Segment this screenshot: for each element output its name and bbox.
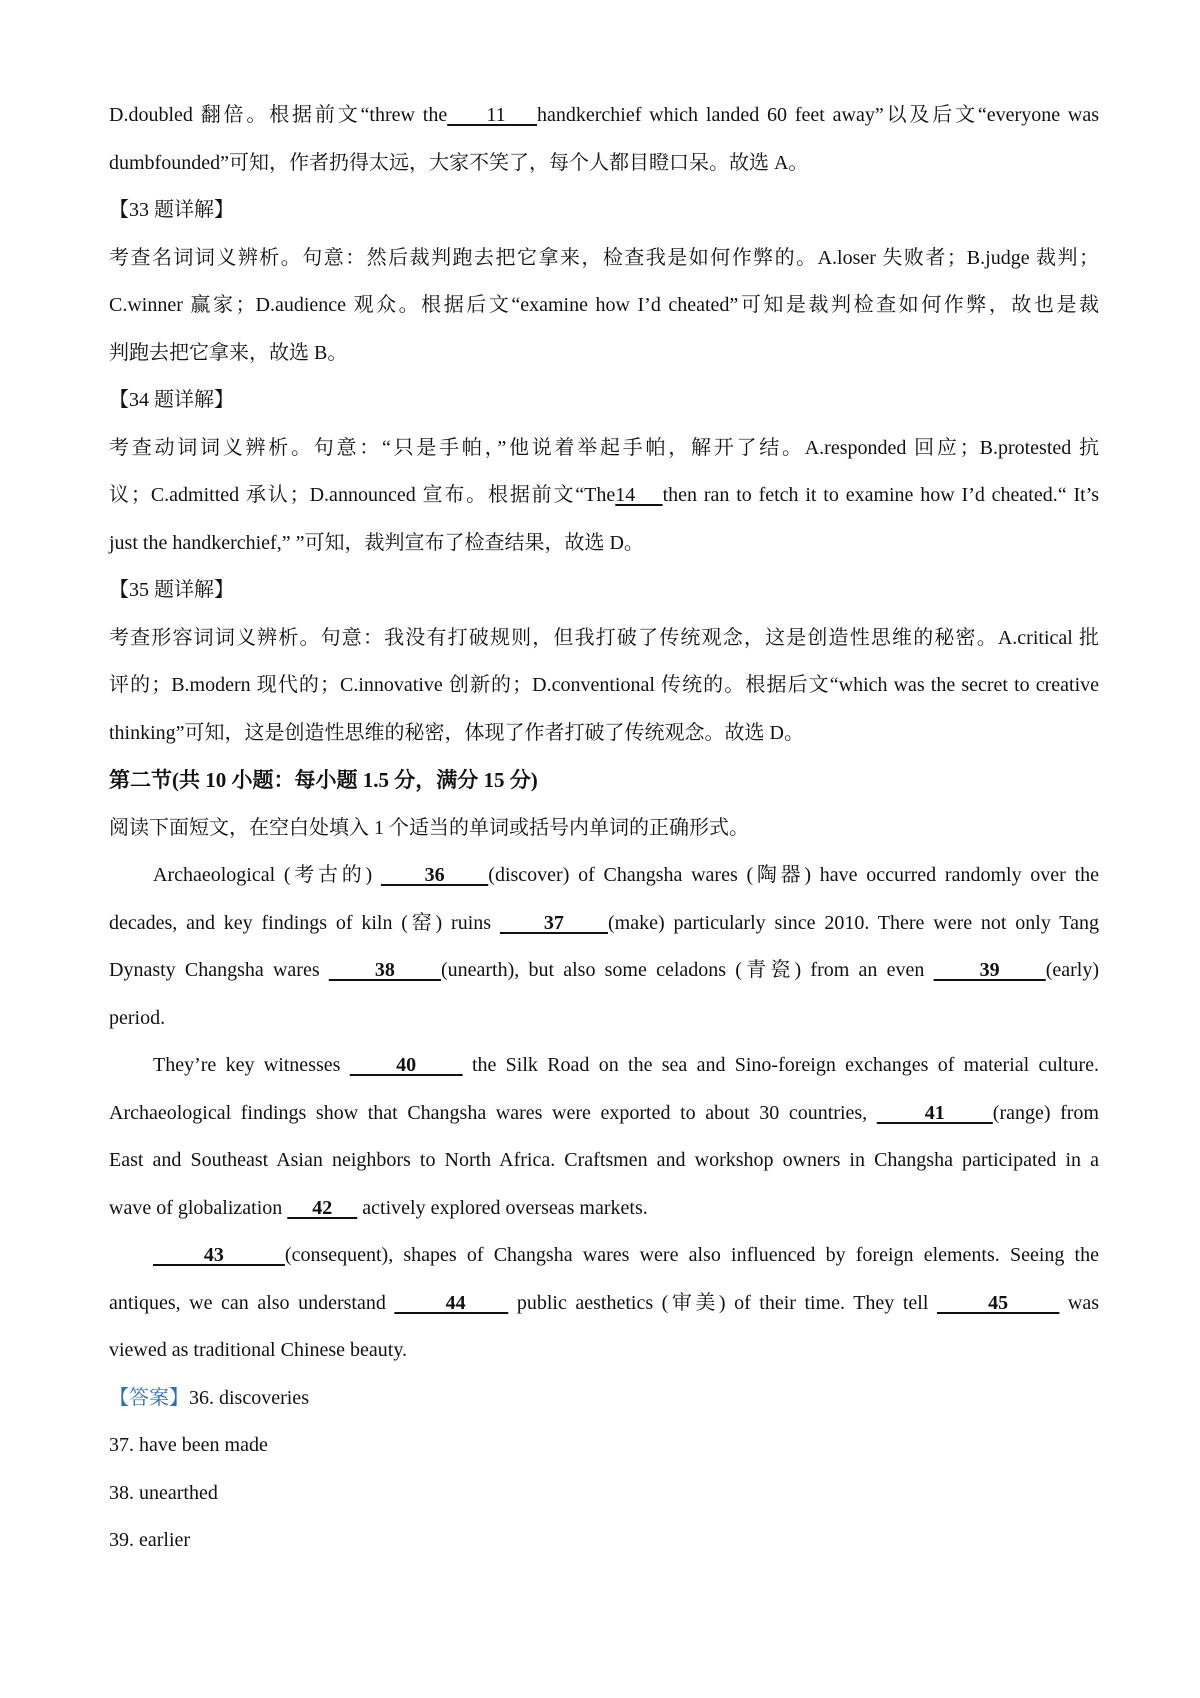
- answer-blank: 38: [328, 959, 441, 981]
- text-line: [109, 282, 1099, 330]
- text-line: [109, 92, 1099, 140]
- answer-blank: 40: [349, 1054, 463, 1076]
- text-segment: thinking”可知，这是创造性思维的秘密，体现了作者打破了传统观念。故选 D。: [109, 721, 804, 744]
- text-segment: period.: [109, 1006, 166, 1029]
- text-line: [109, 330, 1099, 378]
- answer-line: [109, 1422, 1099, 1470]
- passage-line: [109, 995, 1099, 1043]
- passage-line: [109, 1185, 1099, 1233]
- question-heading-34: [109, 377, 1099, 425]
- instruction-line: [109, 805, 1099, 853]
- passage-line: [109, 1280, 1099, 1328]
- text-segment: (discover) of Changsha wares (陶器) have occurred randomly over the: [488, 864, 1100, 886]
- passage-line: [109, 1327, 1099, 1375]
- answer-blank: 41: [876, 1101, 993, 1124]
- passage-line: [109, 1042, 1099, 1090]
- text-segment: (unearth), but also some celadons (青瓷) from an even: [440, 959, 934, 981]
- text-segment: Archaeological findings show that Changsha wares were exported to about 30 countries,: [109, 1101, 877, 1124]
- text-segment: 【35 题详解】: [109, 579, 234, 601]
- question-heading-35: [109, 567, 1099, 615]
- answer-blank: 43: [153, 1244, 285, 1266]
- text-line: [109, 425, 1099, 473]
- text-segment: dumbfounded”可知，作者扔得太远，大家不笑了，每个人都目瞪口呆。故选 A。: [109, 151, 809, 174]
- answer-blank: 42: [287, 1196, 358, 1219]
- text-segment: public aesthetics (审美) of their time. They tell: [508, 1291, 937, 1314]
- text-segment: viewed as traditional Chinese beauty.: [109, 1339, 408, 1361]
- text-segment: (early): [1045, 959, 1099, 981]
- text-segment: handkerchief which landed 60 feet away”以及后文“everyone was: [536, 104, 1100, 126]
- answer-blank: 37: [499, 911, 608, 934]
- text-segment: 考查形容词词义辨析。句意：我没有打破规则，但我打破了传统观念，这是创造性思维的秘密。A.critical 批: [109, 626, 1099, 649]
- text-segment: 考查动词词义辨析。句意：“只是手帕，”他说着举起手帕，解开了结。A.responded 回应；B.protested 抗: [109, 436, 1099, 459]
- answer-blank: 36: [380, 864, 489, 886]
- text-line: [109, 140, 1099, 188]
- text-segment: 考查名词词义辨析。句意：然后裁判跑去把它拿来，检查我是如何作弊的。A.loser 失败者；B.judge 裁判；: [109, 246, 1099, 269]
- text-segment: 议；C.admitted 承认；D.announced 宣布。根据前文“The: [109, 484, 616, 506]
- text-segment: Archaeological (考古的): [153, 864, 381, 886]
- passage-line: [109, 900, 1099, 948]
- text-segment: 【34 题详解】: [109, 389, 234, 411]
- text-segment: 评的；B.modern 现代的；C.innovative 创新的；D.conventional 传统的。根据后文“which was the secret to creative: [109, 674, 1099, 696]
- answer-label: 【答案】: [109, 1386, 189, 1409]
- text-segment: 【33 题详解】: [109, 199, 234, 221]
- text-segment: 判跑去把它拿来，故选 B。: [109, 341, 348, 364]
- text-segment: wave of globalization: [109, 1196, 288, 1219]
- text-segment: (range) from: [992, 1101, 1099, 1124]
- text-segment: 39. earlier: [109, 1529, 191, 1551]
- text-segment: (make) particularly since 2010. There were not only Tang: [608, 911, 1099, 934]
- question-heading-33: [109, 187, 1099, 235]
- text-line: [109, 662, 1099, 710]
- text-line: [109, 615, 1099, 663]
- text-segment: just the handkerchief,” ”可知，裁判宣布了检查结果，故选 D。: [109, 531, 644, 554]
- text-segment: decades, and key findings of kiln (窑) ruins: [109, 911, 500, 934]
- text-segment: Dynasty Changsha wares: [109, 959, 329, 981]
- text-segment: then ran to fetch it to examine how I’d cheated.“ It’s: [662, 484, 1099, 506]
- text-segment: 第二节(共 10 小题：每小题 1.5 分，满分 15 分): [109, 768, 538, 792]
- answer-line: [109, 1470, 1099, 1518]
- answer-line: [109, 1375, 1099, 1423]
- passage-line: [109, 1137, 1099, 1185]
- text-segment: was: [1059, 1291, 1100, 1314]
- text-segment: D.doubled 翻倍。根据前文“threw the: [109, 104, 448, 126]
- answer-blank: 14: [615, 484, 663, 506]
- passage-line: [109, 947, 1099, 995]
- answer-blank: 11: [447, 104, 537, 126]
- passage-line: [109, 852, 1099, 900]
- text-segment: C.winner 赢家；D.audience 观众。根据后文“examine how I’d cheated”可知是裁判检查如何作弊，故也是裁: [109, 294, 1099, 316]
- text-segment: actively explored overseas markets.: [357, 1196, 648, 1219]
- text-segment: They’re key witnesses: [153, 1054, 350, 1076]
- text-segment: East and Southeast Asian neighbors to North Africa. Craftsmen and workshop owners in Changsha participated in a: [109, 1149, 1099, 1171]
- passage-line: [109, 1232, 1099, 1280]
- answer-line: [109, 1517, 1099, 1565]
- text-line: [109, 235, 1099, 283]
- answer-blank: 39: [933, 959, 1046, 981]
- answer-blank: 44: [394, 1291, 509, 1314]
- text-segment: antiques, we can also understand: [109, 1291, 395, 1314]
- section-heading: [109, 757, 1099, 805]
- text-line: [109, 472, 1099, 520]
- text-segment: 阅读下面短文，在空白处填入 1 个适当的单词或括号内单词的正确形式。: [109, 816, 749, 839]
- text-line: [109, 520, 1099, 568]
- text-segment: 37. have been made: [109, 1434, 268, 1456]
- passage-line: [109, 1090, 1099, 1138]
- answer-blank: 45: [936, 1291, 1060, 1314]
- text-segment: the Silk Road on the sea and Sino-foreign exchanges of material culture.: [462, 1054, 1100, 1076]
- text-segment: 36. discoveries: [189, 1386, 309, 1409]
- text-line: [109, 710, 1099, 758]
- text-segment: 38. unearthed: [109, 1481, 218, 1504]
- document-page: [109, 92, 1099, 1565]
- text-segment: (consequent), shapes of Changsha wares were also influenced by foreign elements. Seeing the: [284, 1244, 1099, 1266]
